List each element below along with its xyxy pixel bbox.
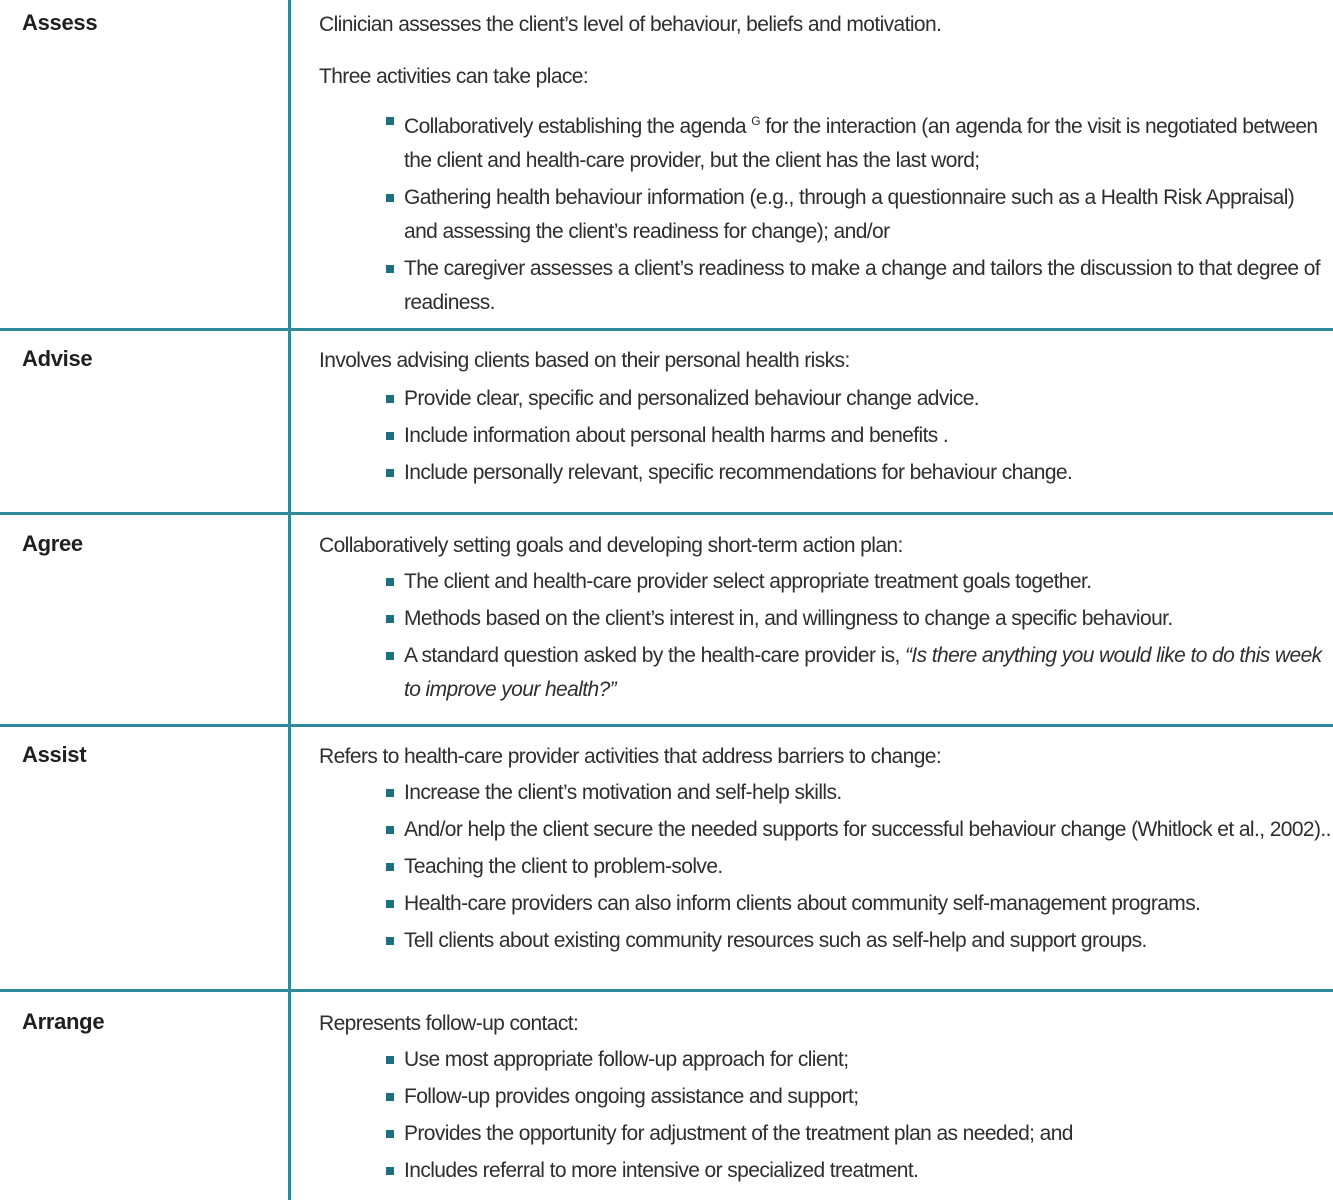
list-item: Provide clear, specific and personalized behaviour change advice.: [404, 382, 1327, 416]
bullet-square-icon: [386, 117, 394, 125]
list-item: The client and health-care provider select appropriate treatment goals together.: [404, 565, 1327, 599]
bullet-square-icon: [386, 432, 394, 440]
row-content-assess: [319, 8, 1327, 323]
row-label-assist: Assist: [22, 742, 87, 767]
glossary-marker: G: [751, 114, 760, 128]
row-separator: [0, 512, 1333, 515]
column-divider: [288, 0, 291, 1200]
bullet-square-icon: [386, 652, 394, 660]
list-item: Gathering health behaviour information (e.g., through a questionnaire such as a Health Risk Appraisal) and assessing the client’s readiness for change); and/or: [404, 181, 1327, 249]
bullet-square-icon: [386, 469, 394, 477]
bullet-square-icon: [386, 194, 394, 202]
list-item: Include personally relevant, specific recommendations for behaviour change.: [404, 456, 1327, 490]
row-separator: [0, 724, 1333, 727]
row-intro-secondary: Three activities can take place:: [319, 65, 589, 88]
row-content-arrange: [319, 1007, 1327, 1191]
bullet-square-icon: [386, 1130, 394, 1138]
row-intro: Clinician assesses the client’s level of behaviour, beliefs and motivation.: [319, 13, 942, 36]
list-item: Increase the client’s motivation and self-help skills.: [404, 776, 1327, 810]
bullet-square-icon: [386, 937, 394, 945]
list-item: Follow-up provides ongoing assistance and support;: [404, 1080, 1327, 1114]
bullet-list: [319, 104, 1327, 320]
row-label-advise: Advise: [22, 346, 93, 371]
row-label-arrange: Arrange: [22, 1009, 105, 1034]
row-intro: Refers to health-care provider activities that address barriers to change:: [319, 745, 942, 768]
bullet-list: [319, 565, 1327, 707]
list-item: Use most appropriate follow-up approach for client;: [404, 1043, 1327, 1077]
bullet-square-icon: [386, 265, 394, 273]
row-label-agree: Agree: [22, 531, 83, 556]
list-item: Collaboratively establishing the agenda $^G$ for the interaction (an agenda for the visit is negotiated between the client and health-care provider, but the client has the last word;: [404, 104, 1327, 178]
bullet-square-icon: [386, 900, 394, 908]
list-item: A standard question asked by the health-care provider is, “Is there anything you would like to do this week to improve your health?”: [404, 639, 1327, 707]
list-item: Teaching the client to problem-solve.: [404, 850, 1327, 884]
bullet-square-icon: [386, 615, 394, 623]
bullet-list: [319, 382, 1327, 490]
list-item: Provides the opportunity for adjustment of the treatment plan as needed; and: [404, 1117, 1327, 1151]
row-separator: [0, 328, 1333, 331]
row-intro: Represents follow-up contact:: [319, 1012, 579, 1035]
row-separator: [0, 989, 1333, 992]
bullet-square-icon: [386, 395, 394, 403]
bullet-square-icon: [386, 1093, 394, 1101]
list-item: Health-care providers can also inform clients about community self-management programs.: [404, 887, 1327, 921]
row-intro: Involves advising clients based on their personal health risks:: [319, 349, 850, 372]
row-content-agree: [319, 529, 1327, 710]
bullet-square-icon: [386, 789, 394, 797]
bullet-square-icon: [386, 863, 394, 871]
row-content-assist: [319, 740, 1331, 961]
question-quote: “Is there anything you would like to do this week to improve your health?”: [404, 644, 1322, 701]
list-item: And/or help the client secure the needed supports for successful behaviour change (Whitlock et al., 2002)..: [404, 813, 1327, 847]
row-intro: Collaboratively setting goals and developing short-term action plan:: [319, 534, 903, 557]
bullet-list: [319, 1043, 1327, 1188]
list-item: Methods based on the client’s interest in, and willingness to change a specific behaviour.: [404, 602, 1327, 636]
bullet-square-icon: [386, 1167, 394, 1175]
list-item: Include information about personal health harms and benefits .: [404, 419, 1327, 453]
list-item: The caregiver assesses a client’s readiness to make a change and tailors the discussion to that degree of readiness.: [404, 252, 1327, 320]
row-label-assess: Assess: [22, 10, 98, 35]
row-content-advise: [319, 344, 1327, 493]
list-item: Includes referral to more intensive or specialized treatment.: [404, 1154, 1327, 1188]
bullet-square-icon: [386, 826, 394, 834]
bullet-square-icon: [386, 1056, 394, 1064]
list-item: Tell clients about existing community resources such as self-help and support groups.: [404, 924, 1327, 958]
bullet-square-icon: [386, 578, 394, 586]
bullet-list: [319, 776, 1331, 958]
